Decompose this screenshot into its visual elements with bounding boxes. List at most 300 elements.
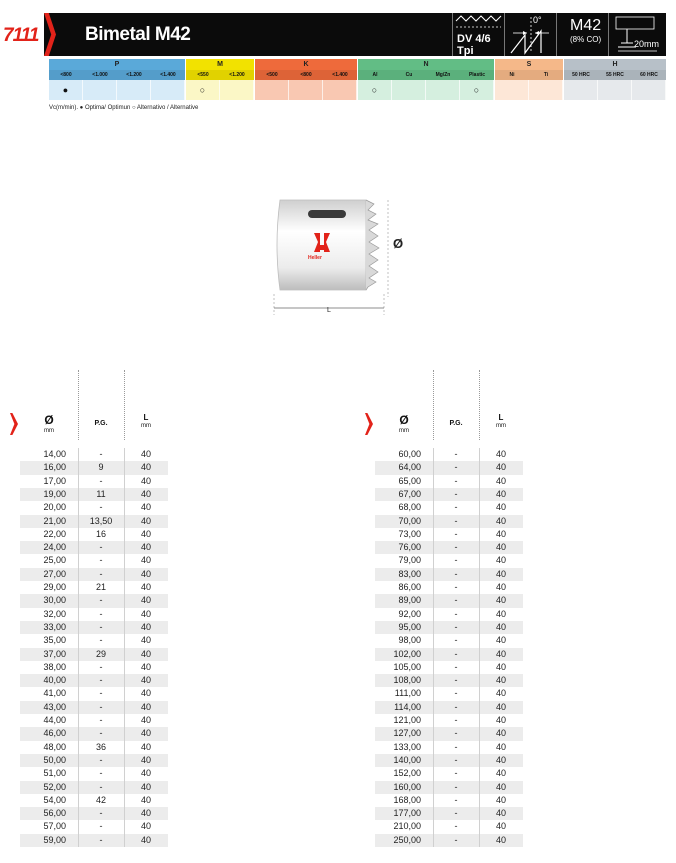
- length-cell: 40: [140, 621, 151, 632]
- diameter-cell: 20,00: [43, 502, 66, 513]
- pg-cell: -: [454, 621, 458, 632]
- diameter-cell: 73,00: [398, 528, 421, 539]
- diameter-cell: 250,00: [393, 834, 421, 845]
- material-mark: ○: [358, 80, 392, 100]
- material-subheader: <500: [255, 70, 289, 80]
- table-row: [375, 834, 523, 847]
- red-chevron-icon: [10, 413, 18, 435]
- material-mark: [323, 80, 357, 100]
- length-cell: 40: [140, 462, 151, 473]
- pg-cell: 29: [95, 648, 106, 659]
- pg-cell: -: [99, 728, 103, 739]
- table-row: [20, 608, 168, 621]
- pg-cell: -: [454, 595, 458, 606]
- table-row: [375, 634, 523, 647]
- diameter-cell: 79,00: [398, 555, 421, 566]
- table-row: [375, 727, 523, 740]
- pg-cell: -: [454, 715, 458, 725]
- diameter-cell: 14,00: [43, 449, 66, 459]
- table-row: [20, 448, 168, 461]
- material-mark: [426, 80, 460, 100]
- pg-cell: -: [454, 462, 458, 473]
- table-row: [375, 820, 523, 833]
- table-row: [375, 687, 523, 700]
- header-length-text: mm: [141, 423, 151, 429]
- diameter-cell: 160,00: [393, 781, 421, 792]
- table-row: [20, 621, 168, 634]
- diameter-cell: 41,00: [43, 688, 66, 699]
- length-cell: 40: [140, 715, 151, 725]
- table-row: [20, 781, 168, 794]
- material-mark: [529, 80, 563, 100]
- column-divider: [78, 448, 79, 847]
- table-row: [375, 674, 523, 687]
- material-subheader: <1.200: [220, 70, 254, 80]
- pg-cell: -: [99, 768, 103, 779]
- table-row: [20, 687, 168, 700]
- length-cell: 40: [140, 475, 151, 486]
- table-row: [20, 648, 168, 661]
- length-cell: 40: [495, 475, 506, 486]
- table-row: [20, 741, 168, 754]
- length-cell: 40: [140, 595, 151, 606]
- length-cell: 40: [495, 728, 506, 739]
- depth-icon: [608, 13, 660, 56]
- material-mark: [598, 80, 632, 100]
- length-cell: 40: [495, 488, 506, 499]
- table-row: [20, 581, 168, 594]
- diameter-cell: 152,00: [393, 768, 421, 779]
- pg-cell: -: [99, 542, 103, 553]
- tpi-label: DV 4/6 Tpi: [457, 33, 491, 57]
- table-row: [20, 488, 168, 501]
- pg-cell: -: [454, 781, 458, 792]
- length-cell: 40: [140, 661, 151, 672]
- header-pg-text: P.G.: [94, 420, 108, 427]
- spec-icons: [452, 13, 660, 56]
- length-cell: 40: [140, 781, 151, 792]
- table-row: [375, 794, 523, 807]
- length-cell: 40: [140, 741, 151, 752]
- diameter-cell: 40,00: [43, 675, 66, 686]
- diameter-cell: 35,00: [43, 635, 66, 646]
- pg-cell: -: [454, 754, 458, 765]
- length-cell: 40: [140, 794, 151, 805]
- red-chevron-icon: [44, 13, 56, 56]
- length-cell: 40: [495, 675, 506, 686]
- material-subheader: <800: [289, 70, 323, 80]
- diameter-cell: 29,00: [43, 582, 66, 592]
- length-cell: 40: [140, 648, 151, 659]
- pg-cell: -: [454, 515, 458, 526]
- pg-cell: -: [99, 621, 103, 632]
- diameter-cell: 92,00: [398, 608, 421, 619]
- header-diameter-text: mm: [399, 428, 409, 434]
- length-cell: 40: [495, 741, 506, 752]
- material-mark: [564, 80, 598, 100]
- diameter-cell: 48,00: [43, 741, 66, 752]
- table-row: [20, 594, 168, 607]
- table-row: [375, 648, 523, 661]
- length-cell: 40: [495, 834, 506, 845]
- diameter-cell: 22,00: [43, 528, 66, 539]
- table-row: [20, 528, 168, 541]
- pg-cell: -: [454, 794, 458, 805]
- length-cell: 40: [140, 449, 151, 459]
- material-sub-label: (8% CO): [570, 35, 602, 44]
- table-row: [20, 554, 168, 567]
- table-row: [375, 741, 523, 754]
- pg-cell: 9: [98, 462, 104, 473]
- table-row: [375, 528, 523, 541]
- table-row: [20, 501, 168, 514]
- depth-label: 20mm: [634, 39, 660, 49]
- material-subheader: <550: [186, 70, 220, 80]
- pg-cell: -: [99, 834, 103, 845]
- table-row: [20, 727, 168, 740]
- pg-cell: 16: [95, 528, 106, 539]
- diameter-cell: 52,00: [43, 781, 66, 792]
- column-divider: [433, 370, 434, 440]
- pg-cell: -: [454, 449, 458, 459]
- material-subheader: 60 HRC: [632, 70, 666, 80]
- pg-cell: -: [99, 715, 103, 725]
- material-subheader: <1.200: [117, 70, 151, 80]
- header-pg: [433, 420, 479, 427]
- pg-cell: -: [454, 488, 458, 499]
- pg-cell: -: [99, 688, 103, 699]
- table-row: [20, 834, 168, 847]
- table-row: [375, 488, 523, 501]
- table-row: [375, 781, 523, 794]
- length-cell: 40: [140, 701, 151, 712]
- length-cell: 40: [140, 568, 151, 579]
- length-cell: 40: [495, 502, 506, 513]
- header-diameter-text: mm: [44, 428, 54, 434]
- material-mark: [151, 80, 185, 100]
- length-cell: 40: [495, 462, 506, 473]
- pg-cell: -: [99, 754, 103, 765]
- header-length: [479, 413, 523, 429]
- length-cell: 40: [495, 528, 506, 539]
- material-subheader: Cu: [392, 70, 426, 80]
- diameter-cell: 68,00: [398, 502, 421, 513]
- diameter-cell: 111,00: [394, 688, 421, 699]
- table-row: [20, 754, 168, 767]
- diameter-cell: 98,00: [398, 635, 421, 646]
- pg-cell: -: [99, 821, 103, 832]
- table-row: [375, 714, 523, 727]
- pg-cell: -: [99, 568, 103, 579]
- table-row: [375, 461, 523, 474]
- diameter-cell: 65,00: [398, 475, 421, 486]
- header-diameter-text: Ø: [44, 413, 54, 427]
- length-cell: 40: [140, 555, 151, 566]
- length-cell: 40: [495, 715, 506, 725]
- pg-cell: -: [454, 741, 458, 752]
- table-row: [375, 807, 523, 820]
- length-symbol: L: [327, 307, 331, 314]
- length-cell: 40: [140, 688, 151, 699]
- product-code-box: [0, 13, 44, 56]
- product-header: [0, 13, 666, 56]
- table-row: [375, 608, 523, 621]
- header-diameter: [20, 413, 78, 434]
- column-divider: [78, 370, 79, 440]
- material-subheader: <1.400: [323, 70, 357, 80]
- size-table-left: [0, 370, 180, 850]
- length-cell: 40: [140, 728, 151, 739]
- length-cell: 40: [495, 608, 506, 619]
- pg-cell: -: [99, 595, 103, 606]
- material-group-k: K: [255, 59, 357, 70]
- pg-cell: -: [454, 528, 458, 539]
- table-row: [20, 461, 168, 474]
- diameter-cell: 86,00: [398, 582, 421, 592]
- length-cell: 40: [495, 821, 506, 832]
- diameter-cell: 19,00: [43, 488, 66, 499]
- pg-cell: -: [99, 781, 103, 792]
- pg-cell: -: [454, 728, 458, 739]
- table-row: [375, 754, 523, 767]
- material-mark: [117, 80, 151, 100]
- length-cell: 40: [140, 502, 151, 513]
- material-group-p: P: [49, 59, 185, 70]
- header-pg-text: P.G.: [449, 420, 463, 427]
- table-row: [375, 661, 523, 674]
- red-chevron-icon: [365, 413, 373, 435]
- pg-cell: -: [99, 635, 103, 646]
- table-row: [20, 767, 168, 780]
- length-cell: 40: [495, 582, 506, 592]
- product-code: 7111: [3, 25, 39, 46]
- diameter-cell: 121,00: [393, 715, 421, 725]
- header-diameter-text: Ø: [399, 413, 409, 427]
- length-cell: 40: [140, 754, 151, 765]
- material-subheader: Ni: [495, 70, 529, 80]
- table-row: [375, 701, 523, 714]
- material-mark: [220, 80, 254, 100]
- material-group-h: H: [564, 59, 666, 70]
- table-row: [20, 714, 168, 727]
- material-subheader: <1.000: [83, 70, 117, 80]
- diameter-cell: 108,00: [393, 675, 421, 686]
- length-cell: 40: [495, 555, 506, 566]
- header-length-text: mm: [496, 423, 506, 429]
- table-row: [375, 568, 523, 581]
- pg-cell: 13,50: [89, 515, 113, 526]
- pg-cell: -: [454, 542, 458, 553]
- diameter-cell: 127,00: [393, 728, 421, 739]
- pg-cell: -: [454, 608, 458, 619]
- diameter-cell: 21,00: [43, 515, 66, 526]
- diameter-cell: 44,00: [43, 715, 66, 725]
- table-row: [375, 475, 523, 488]
- tpi-icon: [452, 13, 504, 56]
- diameter-cell: 25,00: [43, 555, 66, 566]
- material-mark: ●: [49, 80, 83, 100]
- diameter-cell: 60,00: [398, 449, 421, 459]
- table-row: [375, 541, 523, 554]
- diameter-cell: 95,00: [398, 621, 421, 632]
- diameter-cell: 59,00: [43, 834, 66, 845]
- table-row: [20, 634, 168, 647]
- diameter-cell: 70,00: [398, 515, 421, 526]
- material-mark: [83, 80, 117, 100]
- pg-cell: -: [454, 688, 458, 699]
- diameter-cell: 43,00: [43, 701, 66, 712]
- material-subheader: <1.400: [151, 70, 185, 80]
- diameter-cell: 210,00: [393, 821, 421, 832]
- table-row: [375, 515, 523, 528]
- material-subheader: Mg/Zn: [426, 70, 460, 80]
- length-cell: 40: [495, 635, 506, 646]
- length-cell: 40: [140, 808, 151, 819]
- diameter-cell: 30,00: [43, 595, 66, 606]
- diameter-cell: 33,00: [43, 621, 66, 632]
- pg-cell: -: [454, 768, 458, 779]
- diameter-cell: 89,00: [398, 595, 421, 606]
- diameter-cell: 50,00: [43, 754, 66, 765]
- length-cell: 40: [495, 701, 506, 712]
- diameter-cell: 105,00: [393, 661, 421, 672]
- length-cell: 40: [495, 688, 506, 699]
- pg-cell: -: [454, 555, 458, 566]
- material-mark: ○: [460, 80, 494, 100]
- table-row: [20, 541, 168, 554]
- pg-cell: -: [99, 449, 103, 459]
- material-subheader: <800: [49, 70, 83, 80]
- table-row: [375, 767, 523, 780]
- length-cell: 40: [140, 635, 151, 646]
- pg-cell: -: [99, 661, 103, 672]
- pg-cell: -: [99, 475, 103, 486]
- length-cell: 40: [140, 821, 151, 832]
- diameter-cell: 32,00: [43, 608, 66, 619]
- column-divider: [433, 448, 434, 847]
- length-cell: 40: [140, 608, 151, 619]
- diameter-cell: 56,00: [43, 808, 66, 819]
- pg-cell: -: [99, 701, 103, 712]
- length-cell: 40: [495, 621, 506, 632]
- diameter-cell: 177,00: [393, 808, 421, 819]
- material-subheader: 55 HRC: [598, 70, 632, 80]
- material-mark: [632, 80, 666, 100]
- table-row: [20, 674, 168, 687]
- length-cell: 40: [495, 648, 506, 659]
- length-cell: 40: [495, 808, 506, 819]
- column-divider: [124, 370, 125, 440]
- column-divider: [124, 448, 125, 847]
- material-mark: [255, 80, 289, 100]
- table-row: [375, 581, 523, 594]
- header-length-text: L: [498, 413, 504, 422]
- logo-text: Heller: [308, 255, 322, 261]
- table-row: [20, 794, 168, 807]
- table-row: [20, 515, 168, 528]
- material-subheader: Al: [358, 70, 392, 80]
- table-row: [375, 621, 523, 634]
- length-cell: 40: [495, 542, 506, 553]
- length-cell: 40: [140, 768, 151, 779]
- material-group-s: S: [495, 59, 563, 70]
- pg-cell: -: [99, 555, 103, 566]
- table-row: [375, 554, 523, 567]
- material-group-m: M: [186, 59, 254, 70]
- diameter-cell: 76,00: [398, 542, 421, 553]
- material-label: M42: [570, 17, 602, 34]
- length-cell: 40: [495, 568, 506, 579]
- header-length-text: L: [143, 413, 149, 422]
- pg-cell: 11: [96, 488, 106, 499]
- pg-cell: -: [454, 834, 458, 845]
- diameter-cell: 46,00: [43, 728, 66, 739]
- pg-cell: -: [454, 648, 458, 659]
- table-row: [20, 568, 168, 581]
- length-cell: 40: [140, 834, 151, 845]
- diameter-cell: 24,00: [43, 542, 66, 553]
- angle-label: 0°: [533, 15, 542, 25]
- diameter-cell: 83,00: [398, 568, 421, 579]
- pg-cell: -: [99, 608, 103, 619]
- diameter-cell: 102,00: [393, 648, 421, 659]
- length-cell: 40: [495, 595, 506, 606]
- length-cell: 40: [495, 449, 506, 459]
- pg-cell: 36: [95, 741, 106, 752]
- table-row: [375, 448, 523, 461]
- length-cell: 40: [140, 582, 151, 592]
- diameter-cell: 51,00: [43, 768, 66, 779]
- diameter-cell: 140,00: [393, 754, 421, 765]
- diameter-cell: 133,00: [393, 741, 421, 752]
- pg-cell: -: [454, 701, 458, 712]
- pg-cell: -: [99, 675, 103, 686]
- length-cell: 40: [140, 542, 151, 553]
- header-diameter: [375, 413, 433, 434]
- pg-cell: -: [454, 661, 458, 672]
- length-cell: 40: [495, 781, 506, 792]
- length-cell: 40: [140, 515, 151, 526]
- pg-cell: 42: [95, 794, 106, 805]
- material-group-n: N: [358, 59, 494, 70]
- length-cell: 40: [495, 661, 506, 672]
- pg-cell: -: [454, 568, 458, 579]
- length-cell: 40: [140, 675, 151, 686]
- material-mark: [392, 80, 426, 100]
- diameter-cell: 38,00: [43, 661, 66, 672]
- table-row: [20, 475, 168, 488]
- header-pg: [78, 420, 124, 427]
- holesaw-drawing: [266, 190, 396, 315]
- diameter-cell: 16,00: [43, 462, 66, 473]
- diameter-symbol: Ø: [393, 236, 404, 251]
- column-divider: [479, 370, 480, 440]
- diameter-cell: 17,00: [43, 475, 66, 486]
- diameter-cell: 57,00: [43, 821, 66, 832]
- material-mark: [495, 80, 529, 100]
- table-row: [20, 661, 168, 674]
- size-table-right: [355, 370, 535, 850]
- diameter-cell: 37,00: [43, 648, 66, 659]
- legend: Vc(m/min). ● Optima/ Optimun ○ Alternativo / Alternative: [49, 105, 199, 111]
- table-row: [20, 820, 168, 833]
- tooth-angle-icon: [504, 13, 556, 56]
- column-divider: [479, 448, 480, 847]
- material-icon: [556, 13, 608, 56]
- pg-cell: -: [454, 475, 458, 486]
- diameter-cell: 64,00: [398, 462, 421, 473]
- pg-cell: -: [454, 675, 458, 686]
